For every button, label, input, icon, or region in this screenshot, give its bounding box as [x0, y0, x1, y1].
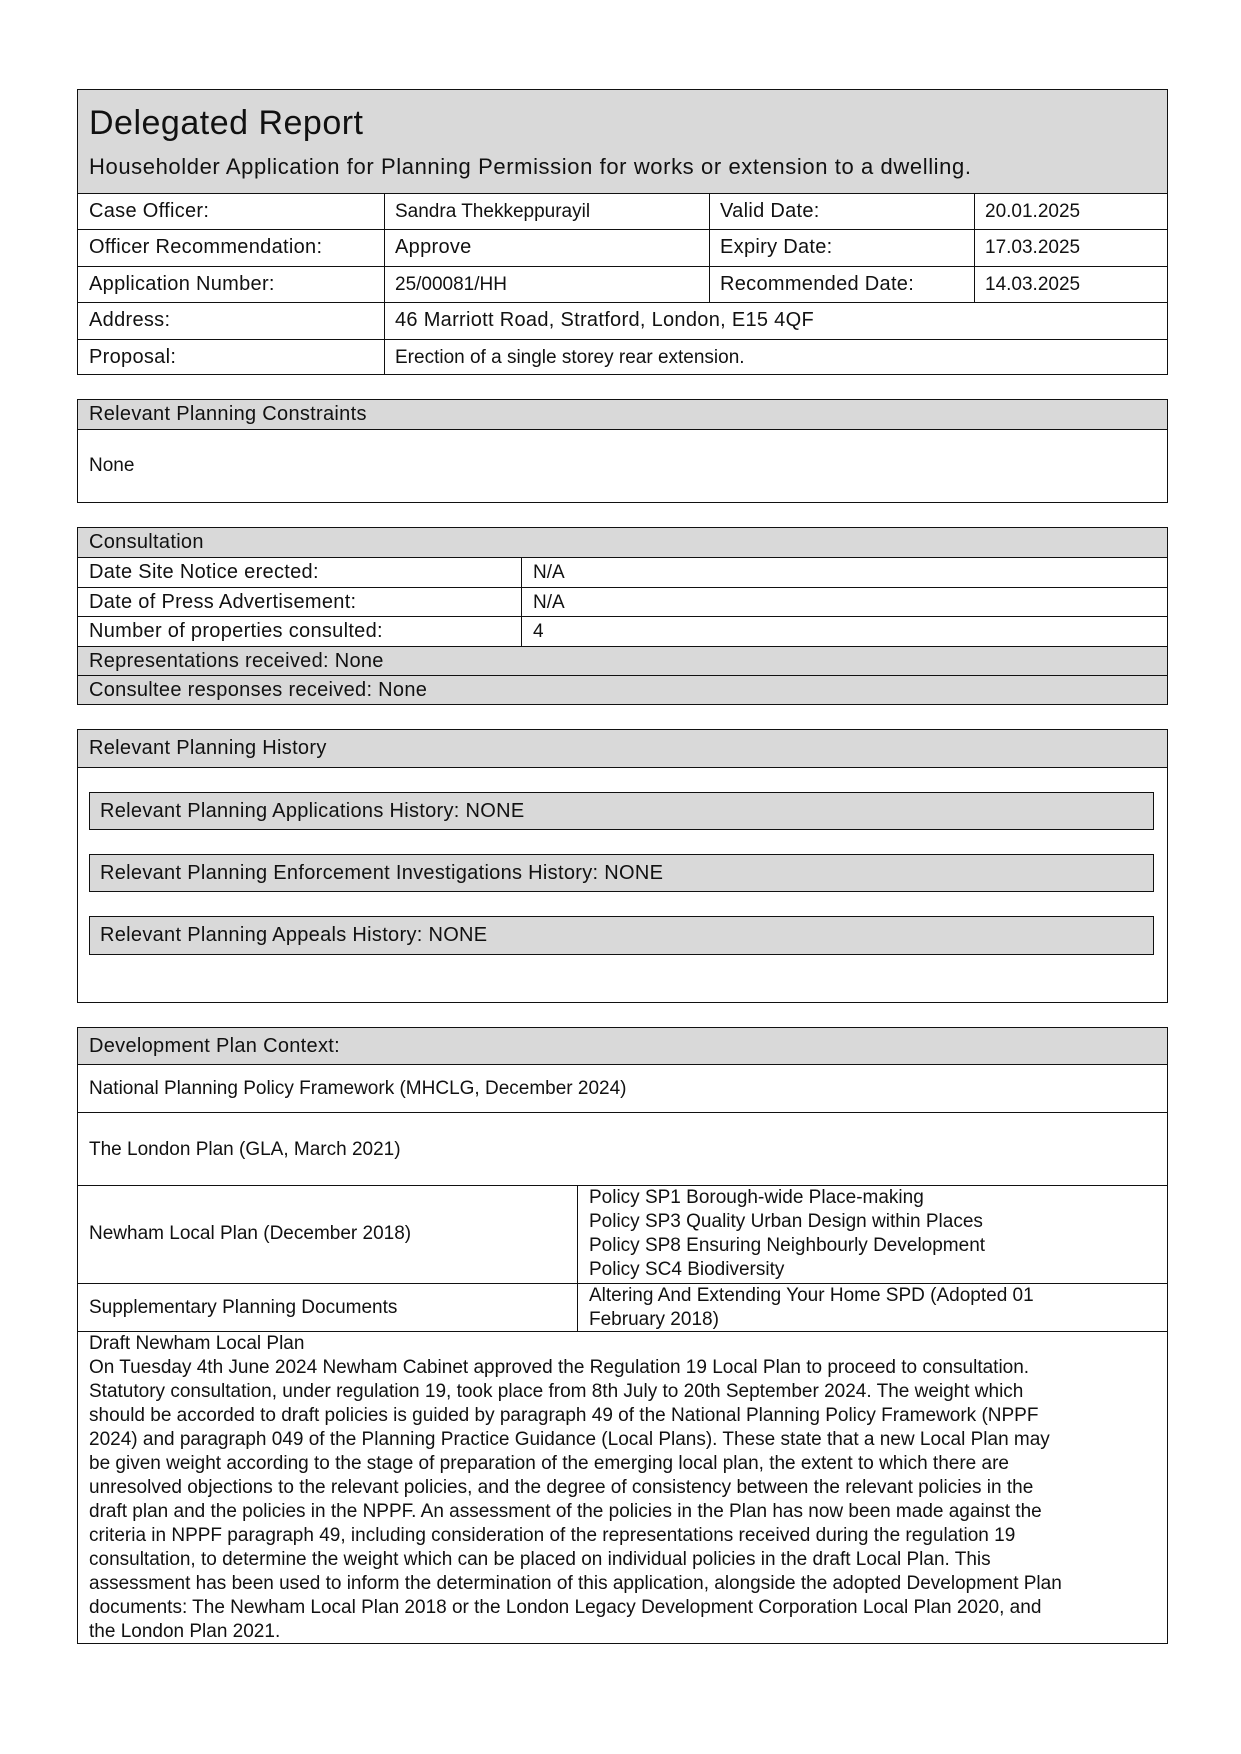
applications-history: Relevant Planning Applications History: NONE	[100, 800, 525, 822]
details-table	[77, 89, 1168, 375]
history-section	[77, 729, 1168, 1003]
consultation-section	[77, 527, 1168, 705]
development-plan-heading: Development Plan Context:	[89, 1035, 340, 1057]
draft-line: the London Plan 2021.	[89, 1621, 281, 1642]
history-item	[89, 792, 1154, 830]
policy-item: Policy SP1 Borough-wide Place-making	[589, 1187, 924, 1208]
spd-line: February 2018)	[589, 1309, 719, 1330]
divider	[78, 339, 1167, 340]
section-header	[78, 1028, 1167, 1064]
spd-line: Altering And Extending Your Home SPD (Adopted 01	[589, 1285, 1034, 1306]
divider	[78, 587, 1167, 588]
history-item	[89, 854, 1154, 892]
draft-line: should be accorded to draft policies is guided by paragraph 49 of the National Planning Policy Framework (NPPF	[89, 1405, 1039, 1426]
draft-line: draft plan and the policies in the NPPF. An assessment of the policies in the Plan has now been made against the	[89, 1501, 1042, 1522]
policy-item: Policy SP3 Quality Urban Design within Places	[589, 1211, 983, 1232]
section-header	[78, 528, 1167, 557]
draft-line: documents: The Newham Local Plan 2018 or the London Legacy Development Corporation Local Plan 2020, and	[89, 1597, 1042, 1618]
divider	[384, 193, 385, 374]
section-header	[78, 730, 1167, 767]
draft-line: On Tuesday 4th June 2024 Newham Cabinet approved the Regulation 19 Local Plan to proceed to consultation.	[89, 1357, 1030, 1378]
report-header	[78, 90, 1167, 193]
valid-date-label: Valid Date:	[720, 200, 820, 222]
divider	[78, 1064, 1167, 1065]
divider	[78, 429, 1167, 430]
divider	[78, 1112, 1167, 1113]
properties-consulted-value: 4	[533, 621, 544, 642]
policy-item: Policy SP8 Ensuring Neighbourly Development	[589, 1235, 986, 1256]
case-officer-label: Case Officer:	[89, 200, 210, 222]
draft-line: 2024) and paragraph 049 of the Planning Practice Guidance (Local Plans). These state that a new Local Plan may	[89, 1429, 1050, 1450]
recommendation-value: Approve	[395, 236, 472, 258]
press-advert-value: N/A	[533, 592, 565, 613]
development-plan-section	[77, 1027, 1168, 1644]
london-plan: The London Plan (GLA, March 2021)	[89, 1139, 401, 1160]
divider	[78, 767, 1167, 768]
draft-line: assessment has been used to inform the determination of this application, alongside the adopted Development Plan	[89, 1573, 1062, 1594]
site-notice-label: Date Site Notice erected:	[89, 561, 319, 583]
history-heading: Relevant Planning History	[89, 737, 327, 759]
spd-label: Supplementary Planning Documents	[89, 1297, 398, 1318]
consultee-responses: Consultee responses received: None	[89, 679, 428, 701]
divider	[78, 193, 1167, 194]
divider	[78, 557, 1167, 558]
enforcement-history: Relevant Planning Enforcement Investigations History: NONE	[100, 862, 664, 884]
application-number-value: 25/00081/HH	[395, 274, 507, 295]
address-label: Address:	[89, 309, 171, 331]
recommendation-label: Officer Recommendation:	[89, 236, 323, 258]
appeals-history: Relevant Planning Appeals History: NONE	[100, 924, 488, 946]
divider	[78, 302, 1167, 303]
expiry-date-label: Expiry Date:	[720, 236, 833, 258]
local-plan-policies	[589, 1186, 985, 1282]
local-plan-label: Newham Local Plan (December 2018)	[89, 1223, 412, 1244]
application-number-label: Application Number:	[89, 273, 275, 295]
case-officer-value: Sandra Thekkeppurayil	[395, 201, 591, 222]
divider	[78, 266, 1167, 267]
policy-item: Policy SC4 Biodiversity	[589, 1259, 785, 1280]
consultation-heading: Consultation	[89, 531, 204, 553]
draft-heading: Draft Newham Local Plan	[89, 1333, 305, 1354]
constraints-heading: Relevant Planning Constraints	[89, 403, 367, 425]
proposal-label: Proposal:	[89, 346, 177, 368]
draft-line: consultation, to determine the weight which can be placed on individual policies in the draft Local Plan. This	[89, 1549, 991, 1570]
section-header	[78, 400, 1167, 429]
draft-line: unresolved objections to the relevant policies, and the degree of consistency between the relevant policies in the	[89, 1477, 1034, 1498]
proposal-value: Erection of a single storey rear extension.	[395, 347, 745, 368]
divider	[577, 1185, 578, 1331]
address-value: 46 Marriott Road, Stratford, London, E15 4QF	[395, 309, 814, 331]
divider	[974, 193, 975, 302]
draft-line: Statutory consultation, under regulation 19, took place from 8th July to 20th September 2024. The weight which	[89, 1381, 1024, 1402]
divider	[709, 193, 710, 302]
divider	[78, 229, 1167, 230]
expiry-date-value: 17.03.2025	[985, 237, 1081, 258]
site-notice-value: N/A	[533, 562, 565, 583]
valid-date-value: 20.01.2025	[985, 201, 1081, 222]
nppf: National Planning Policy Framework (MHCLG, December 2024)	[89, 1078, 627, 1099]
constraints-value: None	[89, 455, 135, 476]
recommended-date-label: Recommended Date:	[720, 273, 915, 295]
divider	[78, 646, 1167, 647]
recommended-date-value: 14.03.2025	[985, 274, 1081, 295]
divider	[521, 557, 522, 646]
report-title: Delegated Report	[89, 104, 364, 142]
divider	[78, 616, 1167, 617]
draft-line: be given weight according to the stage of preparation of the emerging local plan, the extent to which there are	[89, 1453, 1009, 1474]
press-advert-label: Date of Press Advertisement:	[89, 591, 357, 613]
divider	[78, 675, 1167, 676]
representations-received: Representations received: None	[89, 650, 384, 672]
draft-local-plan	[89, 1332, 1062, 1644]
draft-line: criteria in NPPF paragraph 49, including consideration of the representations received during the regulation 19	[89, 1525, 1016, 1546]
spd-documents	[589, 1284, 1034, 1332]
properties-consulted-label: Number of properties consulted:	[89, 620, 383, 642]
report-subtitle: Householder Application for Planning Permission for works or extension to a dwelling.	[89, 154, 972, 179]
constraints-section	[77, 399, 1168, 503]
history-item	[89, 916, 1154, 955]
